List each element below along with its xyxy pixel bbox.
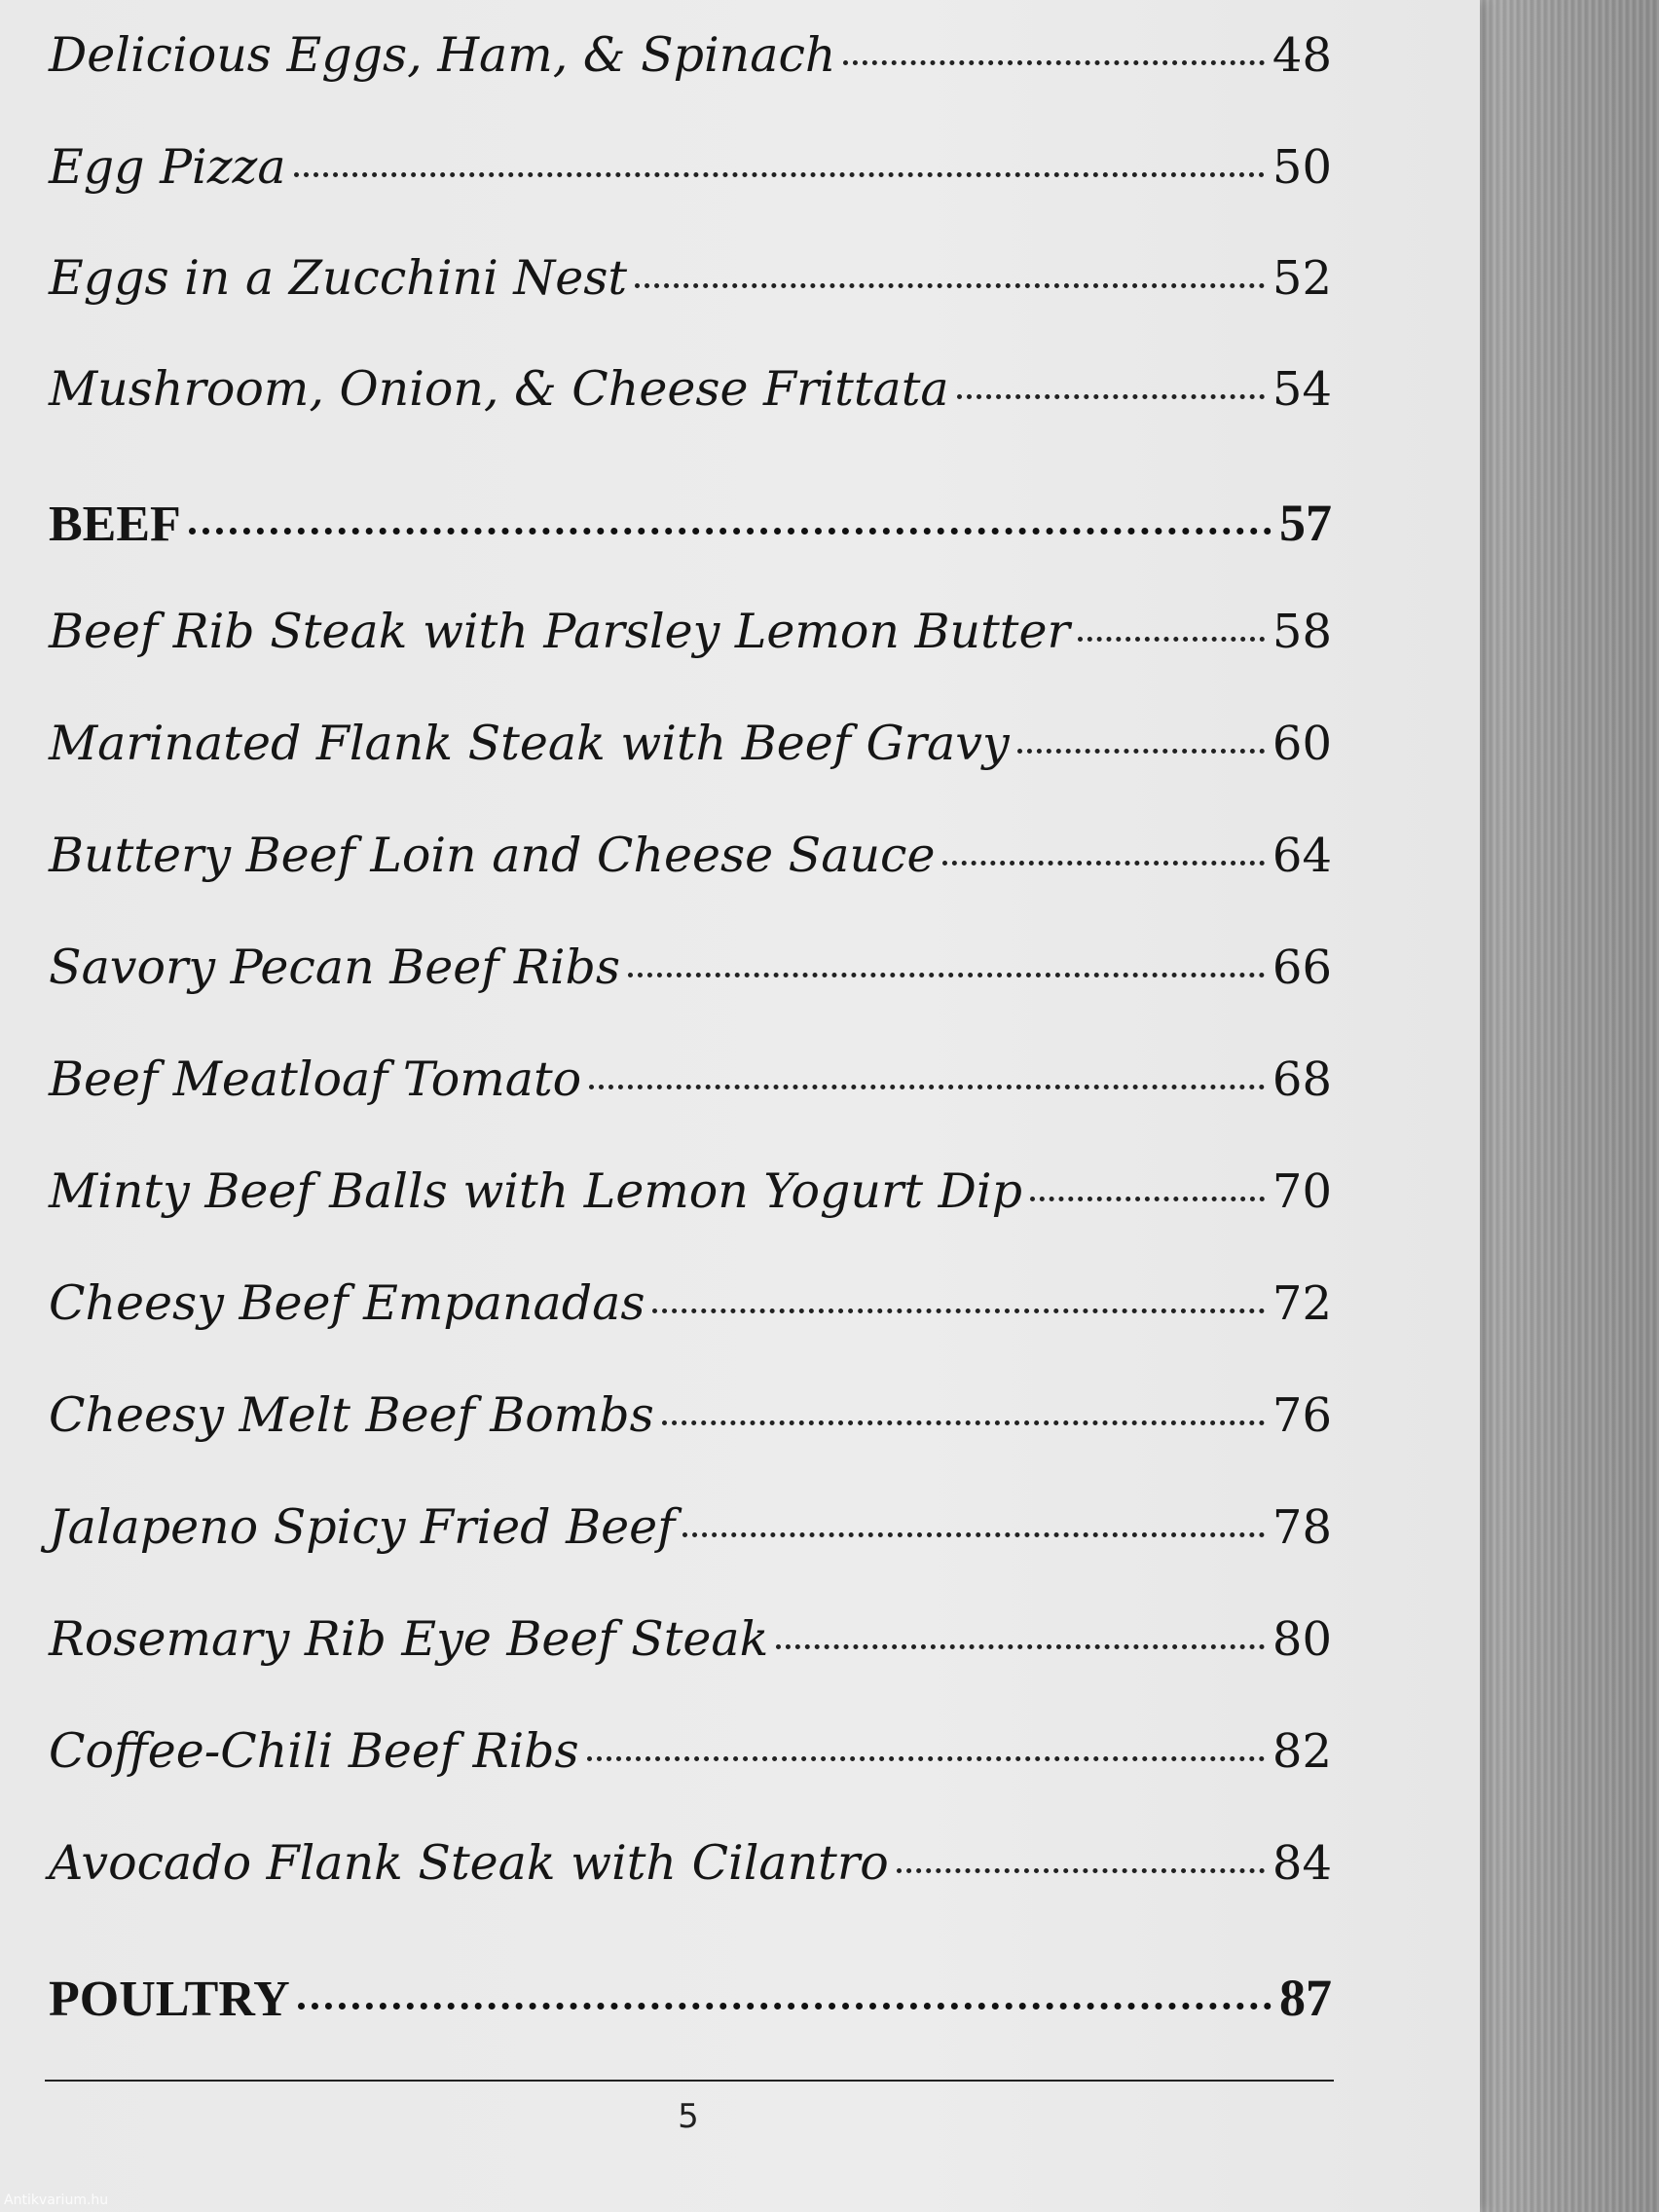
toc-entry[interactable] — [49, 1835, 1332, 1891]
dot-leader — [628, 973, 1265, 977]
toc-entry-title: Savory Pecan Beef Ribs — [49, 940, 620, 995]
dot-leader — [1030, 1197, 1265, 1201]
dot-leader — [294, 172, 1265, 177]
toc-entry-page: 52 — [1272, 251, 1332, 306]
toc-entry-page: 72 — [1272, 1276, 1332, 1331]
toc-entry-title: Coffee-Chili Beef Ribs — [49, 1723, 579, 1779]
dot-leader — [682, 1532, 1265, 1537]
toc-entry[interactable] — [49, 250, 1332, 306]
toc-entry-page: 76 — [1272, 1388, 1332, 1443]
toc-entry[interactable] — [49, 1723, 1332, 1779]
footer-rule — [45, 2080, 1334, 2082]
toc-entry[interactable] — [49, 361, 1332, 417]
dot-leader — [635, 283, 1265, 288]
table-background — [1480, 0, 1659, 2212]
dot-leader — [1078, 637, 1265, 642]
toc-entry-page: 50 — [1272, 140, 1332, 195]
toc-entry[interactable] — [49, 1387, 1332, 1443]
toc-entry-title: Avocado Flank Steak with Cilantro — [49, 1835, 889, 1891]
dot-leader — [843, 60, 1264, 65]
toc-entry-page: 70 — [1272, 1164, 1332, 1219]
toc-entry[interactable] — [49, 1611, 1332, 1667]
toc-entry[interactable] — [49, 1275, 1332, 1331]
dot-leader — [942, 861, 1264, 866]
toc-section-heading[interactable] — [49, 1968, 1332, 2028]
toc-entry[interactable] — [49, 604, 1332, 659]
dot-leader — [957, 394, 1265, 399]
toc-entry[interactable] — [49, 716, 1332, 771]
toc-entry-page: 68 — [1272, 1052, 1332, 1107]
dot-leader — [776, 1644, 1265, 1649]
watermark: Antikvarium.hu — [4, 2193, 109, 2208]
dot-leader — [1017, 749, 1265, 754]
toc-entry[interactable] — [49, 1499, 1332, 1555]
section-title: BEEF — [49, 497, 181, 552]
toc-entry-title: Cheesy Beef Empanadas — [49, 1275, 645, 1331]
toc-entry[interactable] — [49, 1163, 1332, 1219]
toc-entry-page: 82 — [1272, 1724, 1332, 1779]
section-page: 87 — [1279, 1969, 1332, 2027]
toc-entry[interactable] — [49, 1051, 1332, 1107]
dot-leader — [587, 1756, 1265, 1761]
toc-entry-title: Eggs in a Zucchini Nest — [49, 250, 628, 306]
toc-entry-title: Buttery Beef Loin and Cheese Sauce — [49, 828, 936, 883]
section-page: 57 — [1279, 494, 1332, 552]
toc-entry-title: Mushroom, Onion, & Cheese Frittata — [49, 361, 949, 417]
toc-entry[interactable] — [49, 139, 1332, 195]
toc-entry-page: 54 — [1272, 362, 1332, 417]
toc-entry-title: Egg Pizza — [49, 139, 286, 195]
toc-section-heading[interactable] — [49, 493, 1332, 553]
dot-leader — [298, 2003, 1272, 2009]
toc-entry[interactable] — [49, 828, 1332, 883]
toc-entry-title: Marinated Flank Steak with Beef Gravy — [49, 716, 1010, 771]
toc-entry-page: 84 — [1272, 1836, 1332, 1891]
toc-entry-page: 48 — [1272, 28, 1332, 83]
toc-entry-page: 58 — [1272, 605, 1332, 659]
toc-entry-title: Beef Rib Steak with Parsley Lemon Butter — [49, 604, 1070, 659]
toc-entry-page: 78 — [1272, 1500, 1332, 1555]
toc-entry-title: Jalapeno Spicy Fried Beef — [49, 1499, 676, 1555]
toc-entry-page: 60 — [1272, 717, 1332, 771]
dot-leader — [189, 528, 1272, 535]
dot-leader — [589, 1085, 1265, 1089]
dot-leader — [897, 1868, 1265, 1873]
toc-entry-title: Minty Beef Balls with Lemon Yogurt Dip — [49, 1163, 1022, 1219]
section-title: POULTRY — [49, 1972, 290, 2027]
toc-entry-title: Delicious Eggs, Ham, & Spinach — [49, 27, 836, 83]
toc-entry-title: Rosemary Rib Eye Beef Steak — [49, 1611, 769, 1667]
dot-leader — [652, 1309, 1264, 1313]
dot-leader — [662, 1420, 1265, 1425]
toc-entry[interactable] — [49, 940, 1332, 995]
toc-entry-page: 66 — [1272, 940, 1332, 995]
toc-entry[interactable] — [49, 27, 1332, 83]
toc-entry-page: 64 — [1272, 829, 1332, 883]
page-number: 5 — [678, 2097, 699, 2136]
toc-entry-title: Cheesy Melt Beef Bombs — [49, 1387, 654, 1443]
toc-entry-page: 80 — [1272, 1612, 1332, 1667]
toc-entry-title: Beef Meatloaf Tomato — [49, 1051, 582, 1107]
